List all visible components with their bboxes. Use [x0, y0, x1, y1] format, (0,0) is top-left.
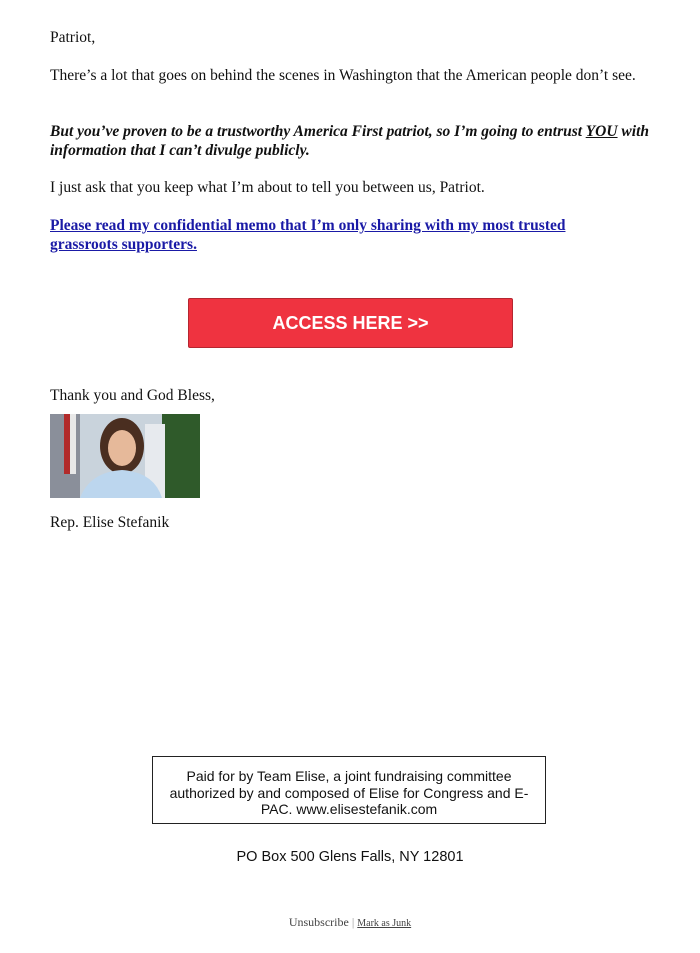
paragraph-2-text: But you’ve proven to be a trustworthy America First patriot, so I’m going to entrust: [50, 123, 586, 140]
paragraph-1: There’s a lot that goes on behind the scenes in Washington that the American people don’t see.: [50, 67, 636, 84]
unsubscribe-link[interactable]: Unsubscribe: [288, 915, 349, 929]
paid-for-disclaimer: Paid for by Team Elise, a joint fundraising committee authorized by and composed of Elise for Congress and E-PAC. www.elisestefanik.com: [152, 756, 546, 824]
signoff: Thank you and God Bless,: [50, 387, 215, 404]
paragraph-3: I just ask that you keep what I’m about to tell you between us, Patriot.: [50, 179, 485, 196]
unsubscribe-bar: [0, 913, 700, 933]
paragraph-2: [50, 122, 650, 160]
greeting: Patriot,: [50, 29, 96, 46]
mailing-address: PO Box 500 Glens Falls, NY 12801: [236, 849, 464, 865]
signature: Rep. Elise Stefanik: [50, 514, 170, 531]
separator: |: [351, 915, 355, 929]
access-here-button[interactable]: ACCESS HERE >>: [188, 298, 513, 348]
memo-link[interactable]: Please read my confidential memo that I’m only sharing with my most trusted grassroots supporters.: [50, 217, 566, 253]
portrait-photo: [50, 414, 200, 498]
paragraph-2-text-end: with information that I can’t divulge publicly.: [50, 123, 649, 159]
mark-as-junk-link[interactable]: Mark as Junk: [357, 918, 412, 929]
emphasis-you: YOU: [585, 123, 618, 140]
